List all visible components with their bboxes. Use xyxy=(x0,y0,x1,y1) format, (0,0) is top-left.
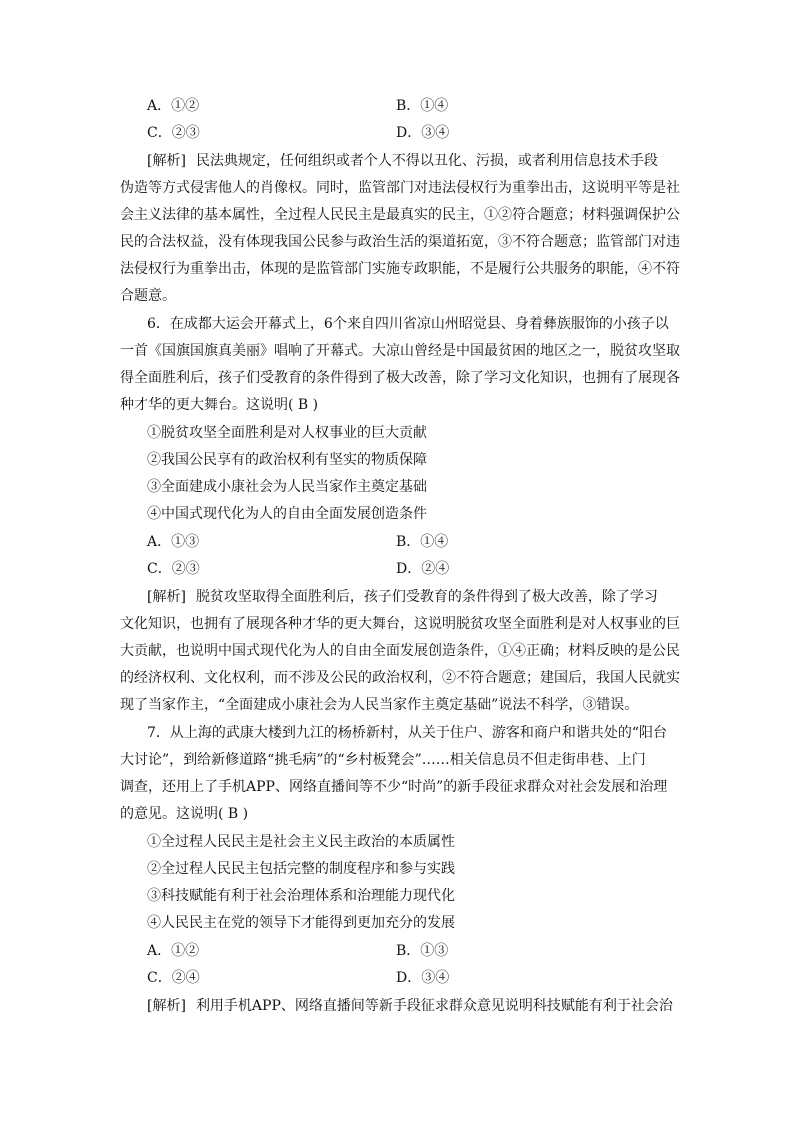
q6-analysis-line: 文化知识，也拥有了展现各种才华的更大舞台，这说明脱贫攻坚全面胜利是对人权事业的巨 xyxy=(120,616,680,632)
q7-item: ③科技赋能有利于社会治理体系和治理能力现代化 xyxy=(147,888,455,904)
q6-stem-line: 种才华的更大舞台。这说明( B ) xyxy=(120,397,319,413)
q5-option-d: D．③④ xyxy=(396,125,450,141)
q6-analysis-line: 的经济权利、文化权利，而不涉及公民的政治权利，②不符合题意；建国后，我国人民就实 xyxy=(120,670,680,686)
q7-option-a: A．①② xyxy=(147,943,200,959)
q6-analysis-tag: [解析] xyxy=(147,589,186,605)
q6-option-d: D．②④ xyxy=(396,561,450,577)
q5-analysis-first-line xyxy=(147,148,707,174)
q6-analysis-line: 大贡献，也说明中国式现代化为人的自由全面发展创造条件，①④正确；材料反映的是公民 xyxy=(120,643,680,659)
q6-stem-line: 得全面胜利后，孩子们受教育的条件得到了极大改善，除了学习文化知识，也拥有了展现各 xyxy=(120,370,680,386)
q6-option-c: C．②③ xyxy=(147,561,200,577)
q7-stem-line: 大讨论”，到给新修道路“挑毛病”的“乡村板凳会”……相关信息员不但走街串巷、上门 xyxy=(120,752,646,768)
q6-option-a: A．①③ xyxy=(147,534,200,550)
q6-item: ①脱贫攻坚全面胜利是对人权事业的巨大贡献 xyxy=(147,425,427,441)
q7-stem-line: 的意见。这说明( B ) xyxy=(120,806,249,822)
q7-analysis-line: 利用手机APP、网络直播间等新手段征求群众意见说明科技赋能有利于社会治 xyxy=(195,998,673,1014)
q5-analysis-tag: [解析] xyxy=(147,153,186,169)
q6-stem-line: 6．在成都大运会开幕式上，6个来自四川省凉山州昭觉县、身着彝族服饰的小孩子以 xyxy=(147,316,669,332)
q6-item: ④中国式现代化为人的自由全面发展创造条件 xyxy=(147,506,427,522)
q6-option-b: B．①④ xyxy=(396,534,449,550)
q7-item: ①全过程人民民主是社会主义民主政治的本质属性 xyxy=(147,834,455,850)
q7-option-c: C．②④ xyxy=(147,970,200,986)
q5-option-b: B．①④ xyxy=(396,98,449,114)
q5-option-c: C．②③ xyxy=(147,125,200,141)
q7-item: ④人民民主在党的领导下才能得到更加充分的发展 xyxy=(147,915,455,931)
q5-analysis-line: 合题意。 xyxy=(120,288,176,304)
q7-analysis-first-line xyxy=(147,993,707,1019)
q7-analysis-tag: [解析] xyxy=(147,998,186,1014)
q5-analysis-line: 民法典规定，任何组织或者个人不得以丑化、污损，或者利用信息技术手段 xyxy=(195,153,658,169)
q5-analysis-line: 会主义法律的基本属性，全过程人民民主是最真实的民主，①②符合题意；材料强调保护公 xyxy=(120,207,680,223)
q5-analysis-line: 法侵权行为重拳出击，体现的是监管部门实施专政职能，不是履行公共服务的职能，④不符 xyxy=(120,261,680,277)
q7-option-d: D．③④ xyxy=(396,970,450,986)
q6-item: ②我国公民享有的政治权利有坚实的物质保障 xyxy=(147,452,427,468)
q6-analysis-first-line xyxy=(147,584,707,610)
q5-option-a: A．①② xyxy=(147,98,200,114)
q7-option-b: B．①③ xyxy=(396,943,449,959)
q7-stem-line: 7．从上海的武康大楼到九江的杨桥新村，从关于住户、游客和商户和谐共处的“阳台 xyxy=(147,725,668,741)
q5-analysis-line: 伪造等方式侵害他人的肖像权。同时，监管部门对违法侵权行为重拳出击，这说明平等是社 xyxy=(120,180,680,196)
q6-stem-line: 一首《国旗国旗真美丽》唱响了开幕式。大凉山曾经是中国最贫困的地区之一，脱贫攻坚取 xyxy=(120,343,680,359)
q6-item: ③全面建成小康社会为人民当家作主奠定基础 xyxy=(147,479,427,495)
q7-stem-line: 调查，还用上了手机APP、网络直播间等不少“时尚”的新手段征求群众对社会发展和治理 xyxy=(120,779,668,795)
q6-analysis-line: 现了当家作主，“全面建成小康社会为人民当家作主奠定基础”说法不科学，③错误。 xyxy=(120,697,639,713)
q5-analysis-line: 民的合法权益，没有体现我国公民参与政治生活的渠道拓宽，③不符合题意；监管部门对违 xyxy=(120,234,680,250)
q6-analysis-line: 脱贫攻坚取得全面胜利后，孩子们受教育的条件得到了极大改善，除了学习 xyxy=(195,589,658,605)
q7-item: ②全过程人民民主包括完整的制度程序和参与实践 xyxy=(147,861,455,877)
